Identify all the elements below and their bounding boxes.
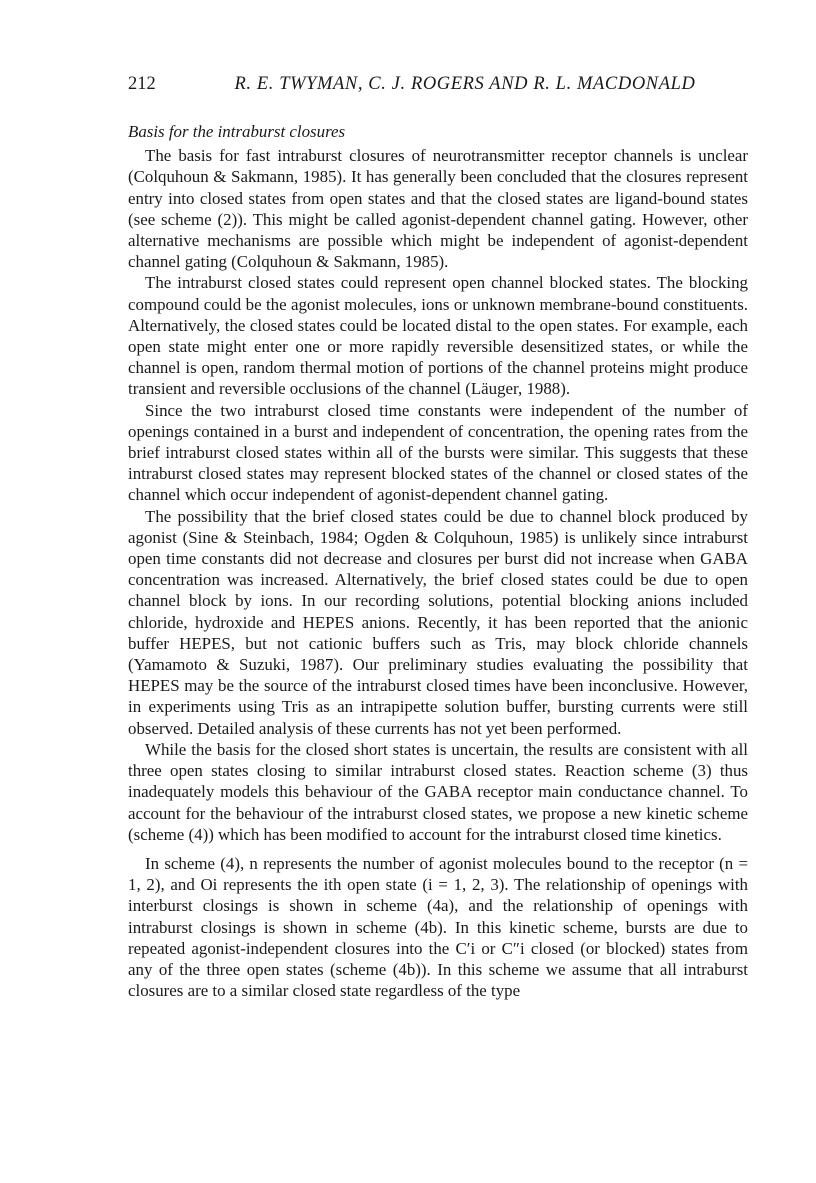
running-head: R. E. TWYMAN, C. J. ROGERS AND R. L. MACDONALD [234, 74, 696, 94]
page-header [128, 70, 748, 98]
section-heading: Basis for the intraburst closures [128, 122, 346, 141]
page-number: 212 [128, 74, 156, 94]
paragraph: The possibility that the brief closed states could be due to channel block produced by agonist (Sine & Steinbach, 1984; Ogden & Colquhoun, 1985) is unlikely since intraburst open time constants did not decrease and closures per burst did not increase when GABA concentration was increased. Alternatively, the brief closed states could be due to open channel block by ions. In our recording solutions, potential blocking anions included chloride, hydroxide and HEPES anions. Recently, it has been reported that the anionic buffer HEPES, but not cationic buffers such as Tris, may block chloride channels (Yamamoto & Suzuki, 1987). Our preliminary studies evaluating the possibility that HEPES may be the source of the intraburst closed times have been inconclusive. However, in experiments using Tris as an intrapipette solution buffer, bursting currents were still observed. Detailed analysis of these currents has not yet been performed. [128, 506, 748, 738]
paragraph: In scheme (4), n represents the number of agonist molecules bound to the receptor (n = 1, 2), and Oi represents the ith open state (i = 1, 2, 3). The relationship of openings with interburst closings is shown in scheme (4a), and the relationship of openings with intraburst closings is shown in scheme (4b). In this kinetic scheme, bursts are due to repeated agonist-independent closures into the C′i or C″i closed (or blocked) states from any of the three open states (scheme (4b)). In this scheme we assume that all intraburst closures are to a similar closed state regardless of the type [128, 853, 748, 1001]
paragraph: The basis for fast intraburst closures of neurotransmitter receptor channels is unclear (Colquhoun & Sakmann, 1985). It has generally been concluded that the closures represent entry into closed states from open states and that the closed states are ligand-bound states (see scheme (2)). This might be called agonist-dependent channel gating. However, other alternative mechanisms are possible which might be independent of agonist-dependent channel gating (Colquhoun & Sakmann, 1985). [128, 146, 748, 272]
article-body [128, 121, 748, 1001]
paragraph: Since the two intraburst closed time constants were independent of the number of openings contained in a burst and independent of concentration, the opening rates from the brief intraburst closed states within all of the bursts were similar. This suggests that these intraburst closed states may represent blocked states of the channel or closed states of the channel which occur independent of agonist-dependent channel gating. [128, 400, 748, 505]
paragraph: The intraburst closed states could represent open channel blocked states. The blocking compound could be the agonist molecules, ions or unknown membrane-bound constituents. Alternatively, the closed states could be located distal to the open states. For example, each open state might enter one or more rapidly reversible desensitized states, or while the channel is open, random thermal motion of portions of the channel proteins might produce transient and reversible occlusions of the channel (Läuger, 1988). [128, 273, 748, 399]
paragraph: While the basis for the closed short states is uncertain, the results are consistent with all three open states closing to similar intraburst closed states. Reaction scheme (3) thus inadequately models this behaviour of the GABA receptor main conductance channel. To account for the behaviour of the intraburst closed states, we propose a new kinetic scheme (scheme (4)) which has been modified to account for the intraburst closed time kinetics. [128, 739, 748, 844]
